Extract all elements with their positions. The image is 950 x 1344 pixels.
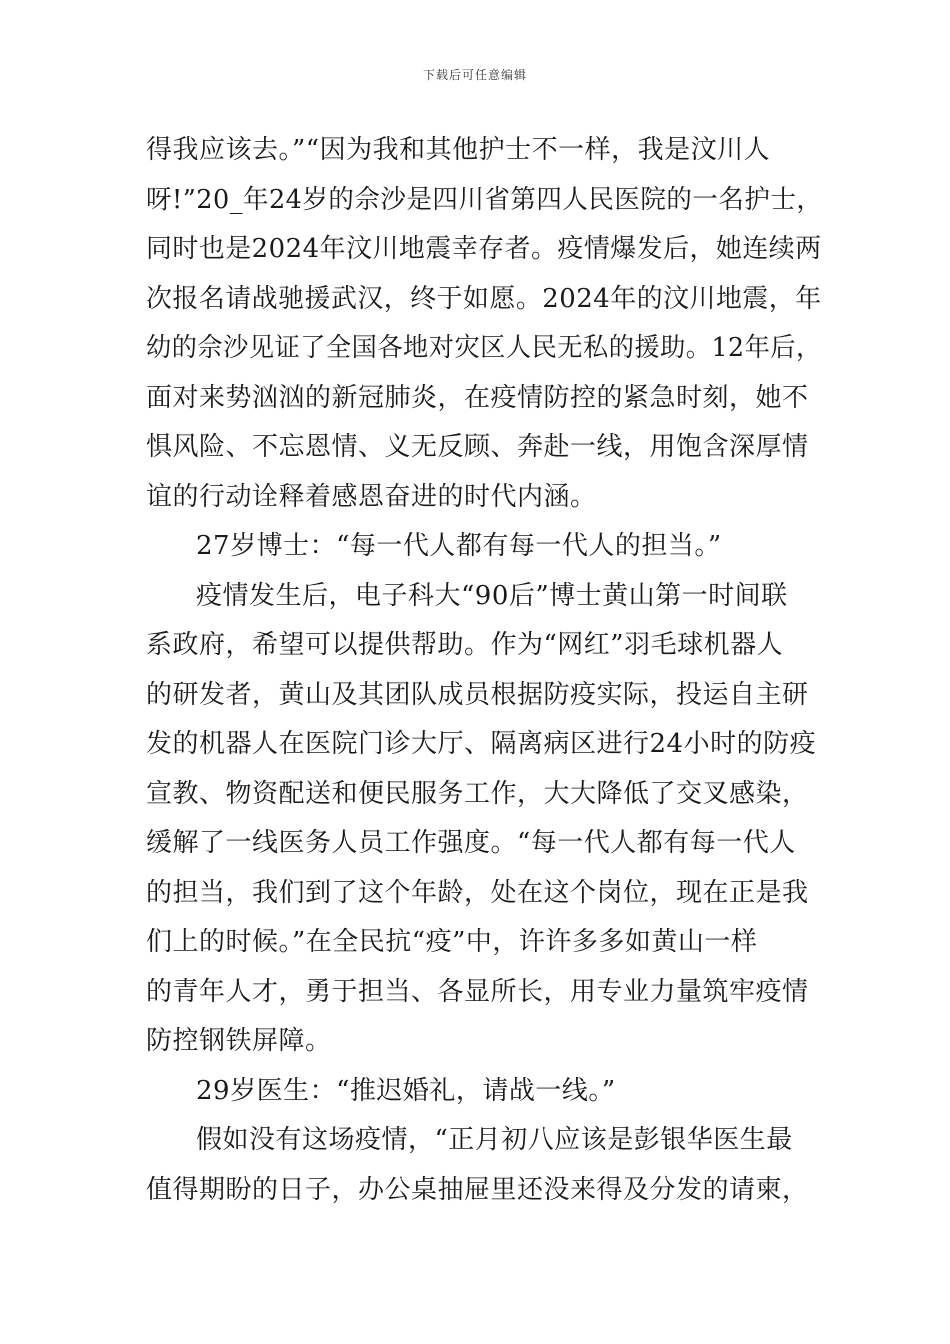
text-line: 次报名请战驰援武汉，终于如愿。2024年的汶川地震，年	[146, 284, 822, 314]
paragraph-first-line: 假如没有这场疫情，“正月初八应该是彭银华医生最	[196, 1125, 793, 1155]
paragraph-first-line: 27岁博士：“每一代人都有每一代人的担当。”	[196, 531, 722, 561]
text-line: 同时也是2024年汶川地震幸存者。疫情爆发后，她连续两	[146, 234, 822, 264]
text-line: 惧风险、不忘恩情、义无反顾、奔赴一线，用饱含深厚情	[146, 432, 809, 462]
paragraph-first-line: 疫情发生后，电子科大“90后”博士黄山第一时间联	[196, 581, 788, 611]
text-line: 防控钢铁屏障。	[146, 1026, 332, 1056]
paragraph-first-line: 29岁医生：“推迟婚礼，请战一线。”	[196, 1076, 616, 1106]
text-line: 的青年人才，勇于担当、各显所长，用专业力量筑牢疫情	[146, 977, 809, 1007]
text-line: 谊的行动诠释着感恩奋进的时代内涵。	[146, 482, 597, 512]
text-line: 得我应该去。”“因为我和其他护士不一样，我是汶川人	[146, 135, 771, 165]
text-line: 呀!”20_年24岁的佘沙是四川省第四人民医院的一名护士，	[146, 185, 823, 215]
text-line: 缓解了一线医务人员工作强度。“每一代人都有每一代人	[146, 828, 796, 858]
page-header: 下载后可任意编辑	[422, 68, 527, 82]
text-line: 宣教、物资配送和便民服务工作，大大降低了交叉感染，	[146, 779, 809, 809]
text-line: 面对来势汹汹的新冠肺炎，在疫情防控的紧急时刻，她不	[146, 383, 809, 413]
text-line: 幼的佘沙见证了全国各地对灾区人民无私的援助。12年后，	[146, 333, 822, 363]
text-line: 系政府，希望可以提供帮助。作为“网红”羽毛球机器人	[146, 630, 784, 660]
text-line: 发的机器人在医院门诊大厅、隔离病区进行24小时的防疫	[146, 729, 817, 759]
text-line: 的研发者，黄山及其团队成员根据防疫实际，投运自主研	[146, 680, 809, 710]
text-line: 们上的时候。”在全民抗“疫”中，许许多多如黄山一样	[146, 927, 758, 957]
text-line: 的担当，我们到了这个年龄，处在这个岗位，现在正是我	[146, 878, 809, 908]
text-line: 值得期盼的日子，办公桌抽屉里还没来得及分发的请柬，	[146, 1175, 809, 1205]
